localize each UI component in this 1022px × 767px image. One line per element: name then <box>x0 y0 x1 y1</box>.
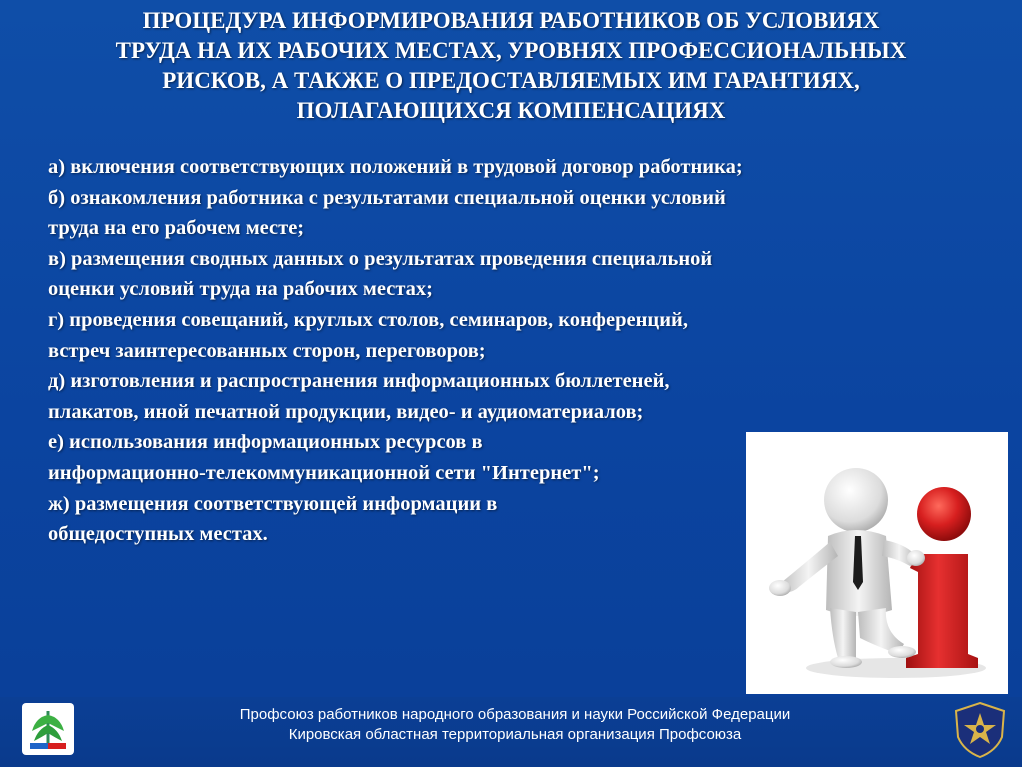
info-figure-icon <box>746 432 1008 694</box>
list-item-line: встреч заинтересованных сторон, переговоров; <box>48 339 486 362</box>
footer-line-regional: Кировская областная территориальная организация Профсоюза <box>288 726 742 743</box>
list-item-line: е) использования информационных ресурсов в <box>48 431 483 454</box>
list-item-line: ж) размещения соответствующей информации в <box>48 492 498 515</box>
list-item-line: информационно-телекоммуникационной сети "Интернет"; <box>48 461 600 484</box>
list-item-line: оценки условий труда на рабочих местах; <box>48 278 433 301</box>
list-item-line: общедоступных местах. <box>48 523 268 546</box>
slide-title <box>40 6 982 126</box>
list-item-line: д) изготовления и распространения информационных бюллетеней, <box>48 370 670 393</box>
title-line: РИСКОВ, А ТАКЖЕ О ПРЕДОСТАВЛЯЕМЫХ ИМ ГАРАНТИЯХ, <box>162 68 860 93</box>
list-item-line: в) размещения сводных данных о результатах проведения специальной <box>48 247 713 270</box>
union-logo-icon <box>16 697 80 761</box>
footer-bar <box>0 697 1022 767</box>
title-line: ПРОЦЕДУРА ИНФОРМИРОВАНИЯ РАБОТНИКОВ ОБ УСЛОВИЯХ <box>142 8 880 33</box>
list-item-line: б) ознакомления работника с результатами специальной оценки условий <box>48 186 726 209</box>
title-line: ТРУДА НА ИХ РАБОЧИХ МЕСТАХ, УРОВНЯХ ПРОФЕССИОНАЛЬНЫХ <box>115 38 907 63</box>
emblem-icon <box>950 697 1010 761</box>
footer-line-organization: Профсоюз работников народного образования и науки Российской Федерации <box>239 706 791 723</box>
list-item-line: плакатов, иной печатной продукции, видео- и аудиоматериалов; <box>48 400 644 423</box>
list-item-line: а) включения соответствующих положений в трудовой договор работника; <box>48 156 743 178</box>
list-item-line: г) проведения совещаний, круглых столов, семинаров, конференций, <box>48 308 688 331</box>
list-item-line: труда на его рабочем месте; <box>48 217 305 240</box>
title-line: ПОЛАГАЮЩИХСЯ КОМПЕНСАЦИЯХ <box>296 98 726 123</box>
